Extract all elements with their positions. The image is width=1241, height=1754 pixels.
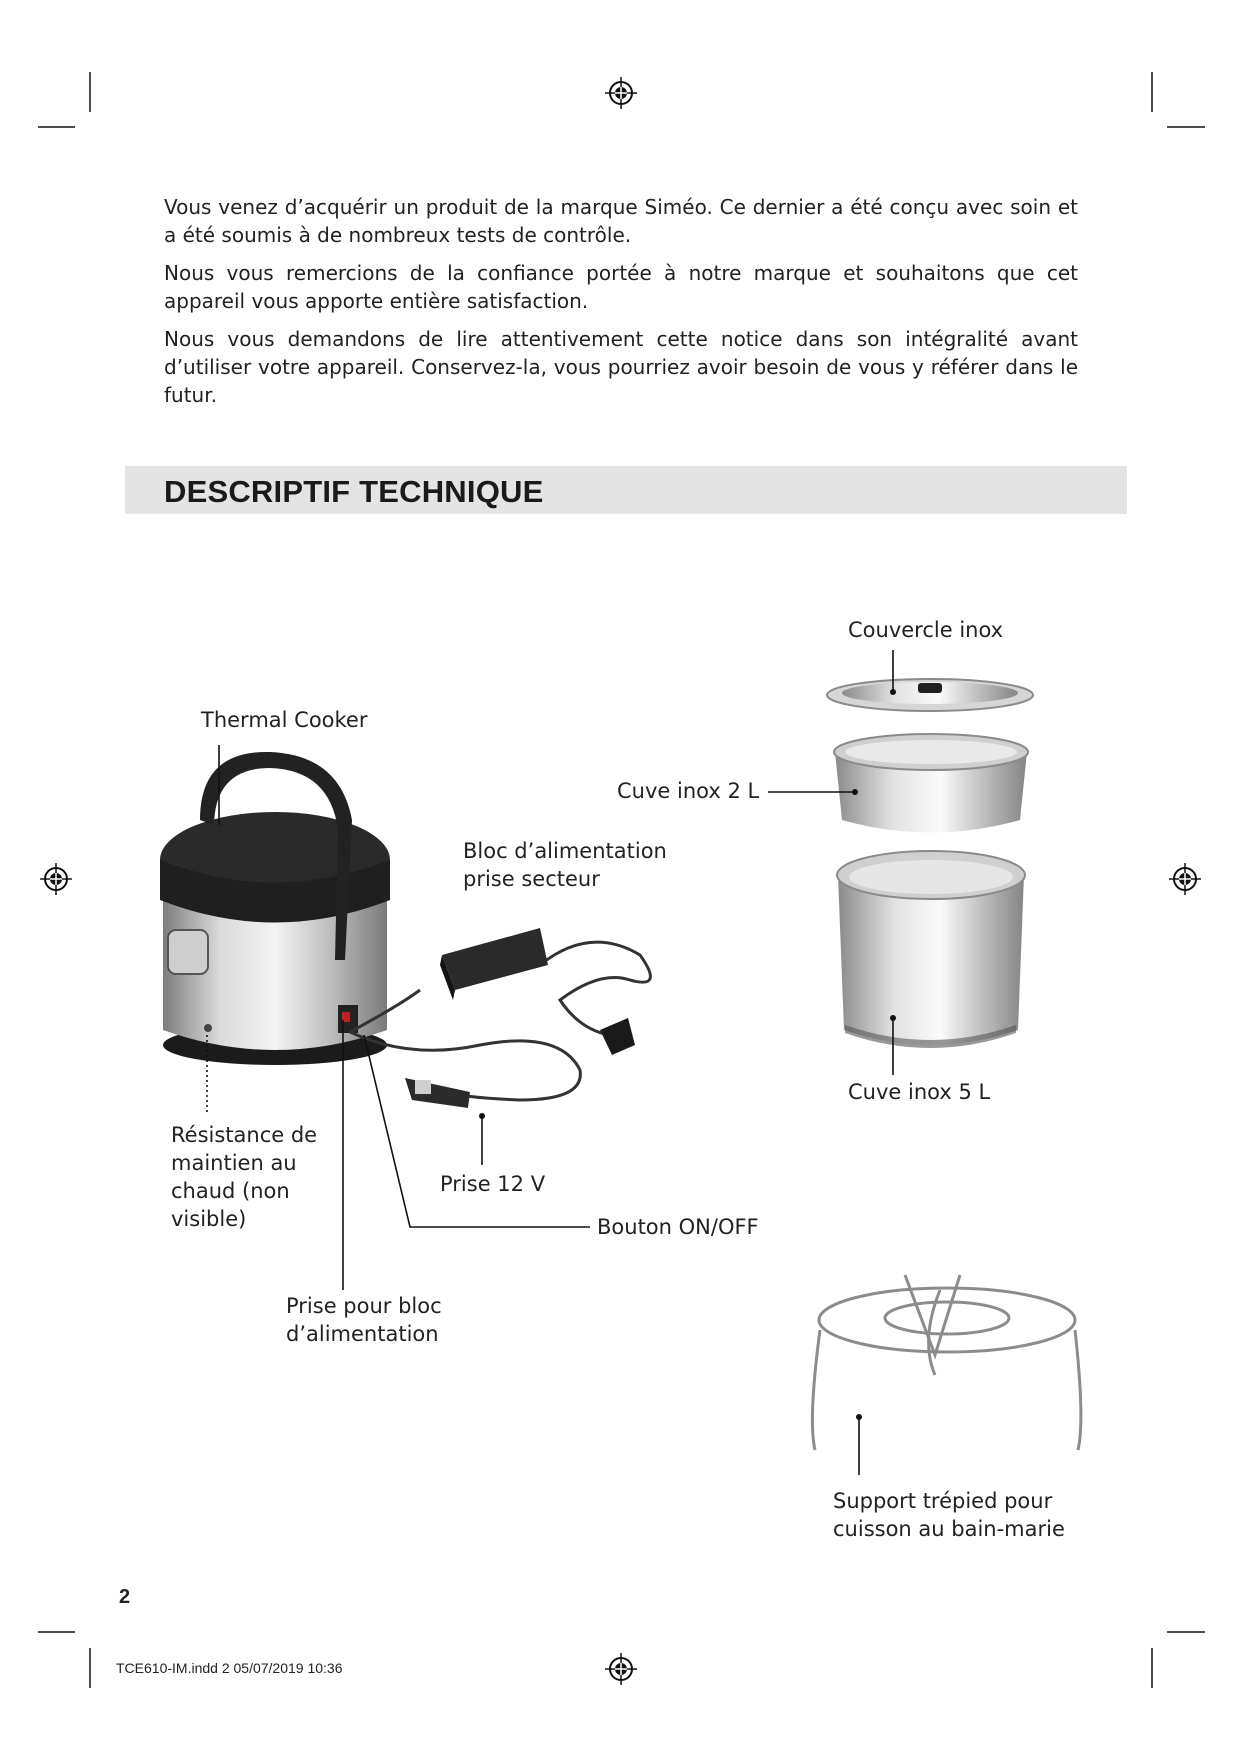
label-bloc-alimentation: Bloc d’alimentation prise secteur [463,839,667,891]
stainless-lid-image [827,679,1033,711]
intro-paragraph-3: Nous vous demandons de lire attentivement cette notice dans son intégralité avant d’utiliser votre appareil. Conservez-la, vous pourriez avoir besoin de vous y référer dans le futur. [164,327,1078,407]
pot-2l-image [834,734,1028,833]
footer-file: TCE610-IM.indd 2 [116,1660,230,1676]
label-resistance: Résistance de maintien au chaud (non visible) [171,1123,318,1231]
label-prise-12v: Prise 12 V [440,1172,546,1196]
page-number: 2 [119,1586,131,1608]
label-prise-bloc: Prise pour bloc d’alimentation [286,1294,442,1346]
label-couvercle-inox: Couvercle inox [848,618,1004,642]
label-support-trepied: Support trépied pour cuisson au bain-marie [833,1489,1065,1541]
label-cuve-5l: Cuve inox 5 L [848,1080,991,1104]
footer-datetime: 05/07/2019 10:36 [233,1660,343,1676]
intro-paragraph-1: Vous venez d’acquérir un produit de la marque Siméo. Ce dernier a été conçu avec soin et a été soumis à de nombreux tests de contrôle. [164,195,1078,247]
pot-5l-image [837,851,1025,1048]
thermal-cooker-image [160,752,390,1065]
trivet-image [812,1275,1080,1450]
label-bouton-on-off: Bouton ON/OFF [597,1215,759,1239]
section-title: DESCRIPTIF TECHNIQUE [164,474,544,509]
label-thermal-cooker: Thermal Cooker [201,708,368,732]
footer-slug [116,1660,343,1676]
intro-paragraph-2: Nous vous remercions de la confiance portée à notre marque et souhaitons que cet appareil vous apporte entière satisfaction. [164,261,1078,313]
power-supply-image [350,928,650,1108]
label-cuve-2l: Cuve inox 2 L [617,779,760,803]
